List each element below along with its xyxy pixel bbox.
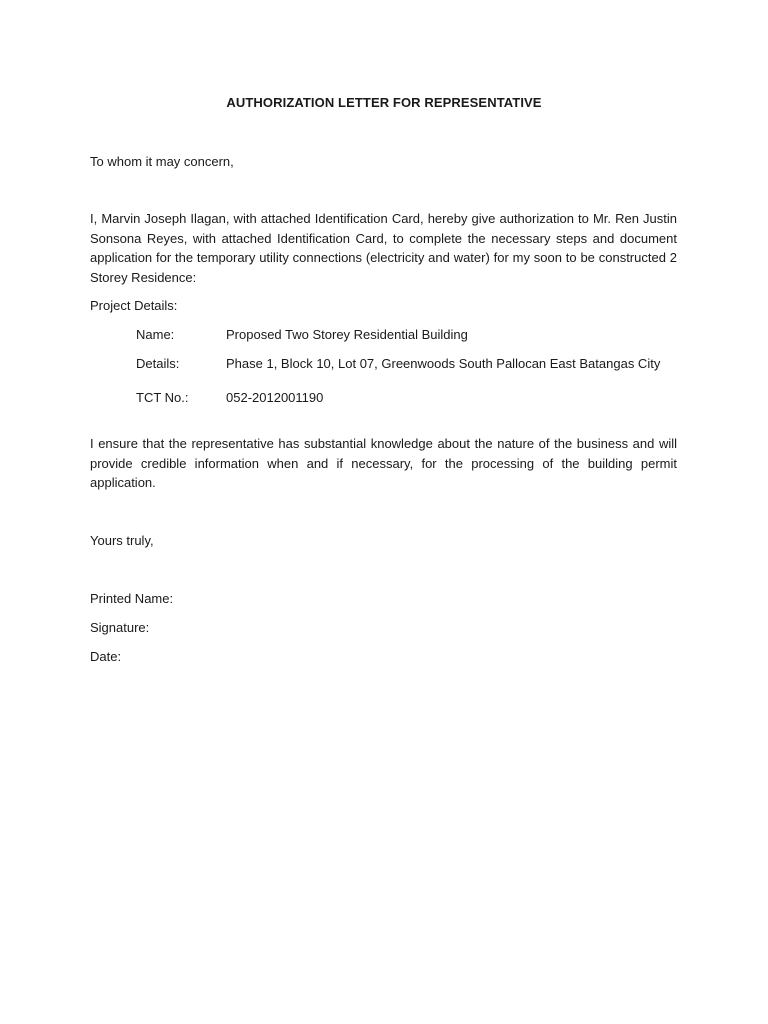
date-label: Date: (90, 649, 122, 664)
closing: Yours truly, (90, 533, 154, 548)
project-detail-value: 052-2012001190 (226, 390, 324, 405)
salutation: To whom it may concern, (90, 154, 234, 169)
printed-name-label: Printed Name: (90, 591, 174, 606)
project-detail-label: TCT No.: (136, 390, 189, 405)
project-detail-label: Name: (136, 327, 175, 342)
project-detail-label: Details: (136, 356, 180, 371)
project-detail-row-name (136, 325, 468, 344)
body-paragraph-1: I, Marvin Joseph Ilagan, with attached Identification Card, hereby give authorization to Mr. Ren Justin Sonsona Reyes, with attached Identification Card, to complete the necessary steps and document application for the temporary utility connections (electricity and water) for my soon to be constructed 2 Storey Residence: (90, 211, 677, 285)
project-detail-value: Phase 1, Block 10, Lot 07, Greenwoods South Pallocan East Batangas City (226, 356, 661, 371)
letter-title: AUTHORIZATION LETTER FOR REPRESENTATIVE (226, 95, 542, 110)
signature-label: Signature: (90, 620, 150, 635)
project-detail-row-details (136, 354, 660, 373)
body-paragraph-2: I ensure that the representative has substantial knowledge about the nature of the business and will provide credible information when and if necessary, for the processing of the building permit application. (90, 436, 677, 490)
project-detail-row-tct (136, 388, 323, 407)
project-details-heading: Project Details: (90, 298, 178, 313)
project-detail-value: Proposed Two Storey Residential Building (226, 327, 468, 342)
